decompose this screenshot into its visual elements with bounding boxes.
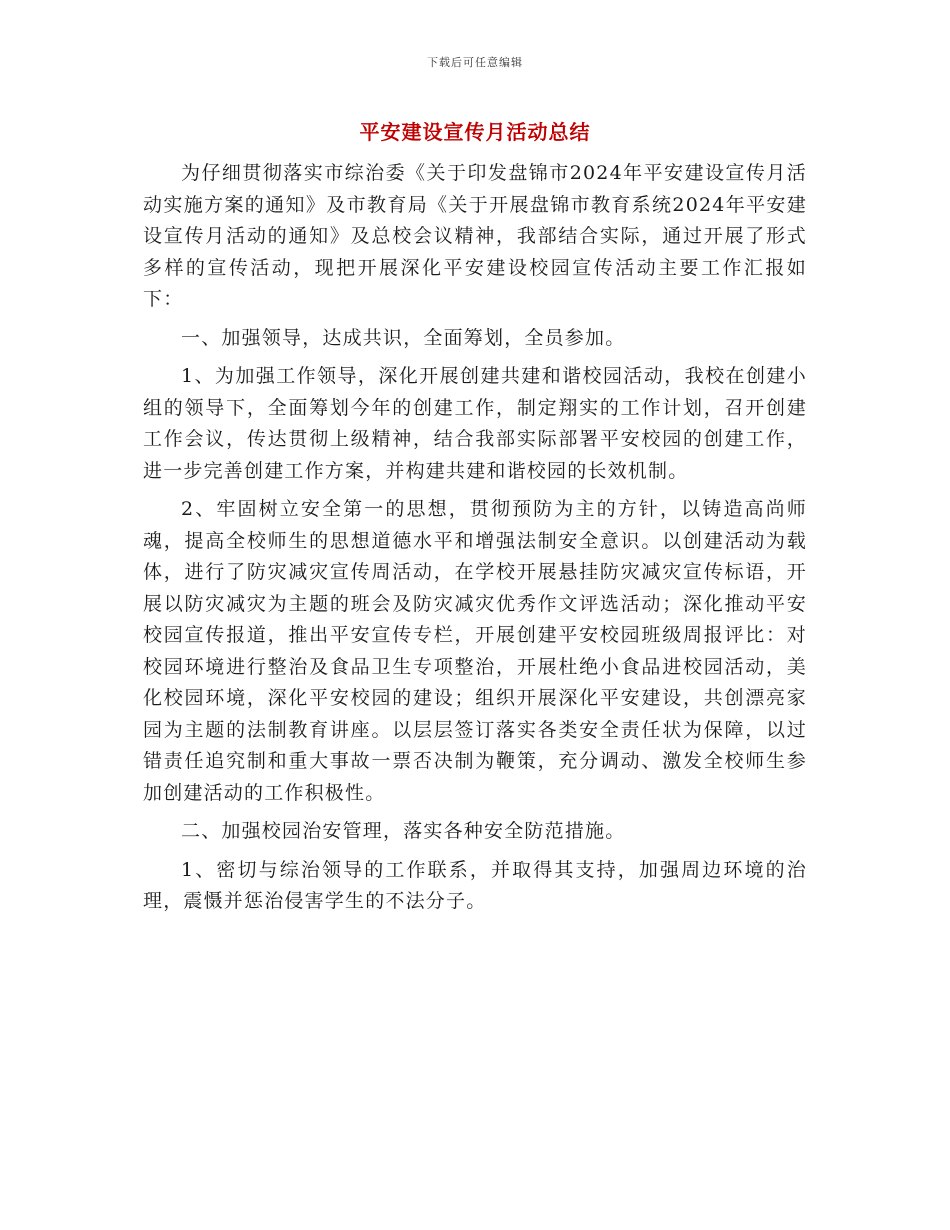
paragraph-intro: 为仔细贯彻落实市综治委《关于印发盘锦市2024年平安建设宣传月活动实施方案的通知》及市教育局《关于开展盘锦市教育系统2024年平安建设宣传月活动的通知》及总校会议精神，我部结合实际，通过开展了形式多样的宣传活动，现把开展深化平安建设校园宣传活动主要工作汇报如下： bbox=[143, 162, 807, 310]
document-body bbox=[143, 158, 807, 925]
paragraph-section-2-item-1: 1、密切与综治领导的工作联系，并取得其支持，加强周边环境的治理，震慑并惩治侵害学生的不法分子。 bbox=[143, 858, 807, 912]
header-note: 下载后可任意编辑 bbox=[427, 56, 523, 69]
paragraph-section-1-item-2: 2、牢固树立安全第一的思想，贯彻预防为主的方针，以铸造高尚师魂，提高全校师生的思想道德水平和增强法制安全意识。以创建活动为载体，进行了防灾减灾宣传周活动，在学校开展悬挂防灾减灾宣传标语，开展以防灾减灾为主题的班会及防灾减灾优秀作文评选活动；深化推动平安校园宣传报道，推出平安宣传专栏，开展创建平安校园班级周报评比：对校园环境进行整治及食品卫生专项整治，开展杜绝小食品进校园活动，美化校园环境，深化平安校园的建设；组织开展深化平安建设，共创漂亮家园为主题的法制教育讲座。以层层签订落实各类安全责任状为保障，以过错责任追究制和重大事故一票否决制为鞭策，充分调动、激发全校师生参加创建活动的工作积极性。 bbox=[143, 498, 807, 804]
paragraph-section-2-heading: 二、加强校园治安管理，落实各种安全防范措施。 bbox=[181, 820, 626, 842]
paragraph-section-1-heading: 一、加强领导，达成共识，全面筹划，全员参加。 bbox=[181, 326, 626, 349]
paragraph-section-1-item-1: 1、为加强工作领导，深化开展创建共建和谐校园活动，我校在创建小组的领导下，全面筹划今年的创建工作，制定翔实的工作计划，召开创建工作会议，传达贯彻上级精神，结合我部实际部署平安校园的创建工作，进一步完善创建工作方案，并构建共建和谐校园的长效机制。 bbox=[143, 365, 807, 482]
document-title: 平安建设宣传月活动总结 bbox=[359, 120, 591, 144]
